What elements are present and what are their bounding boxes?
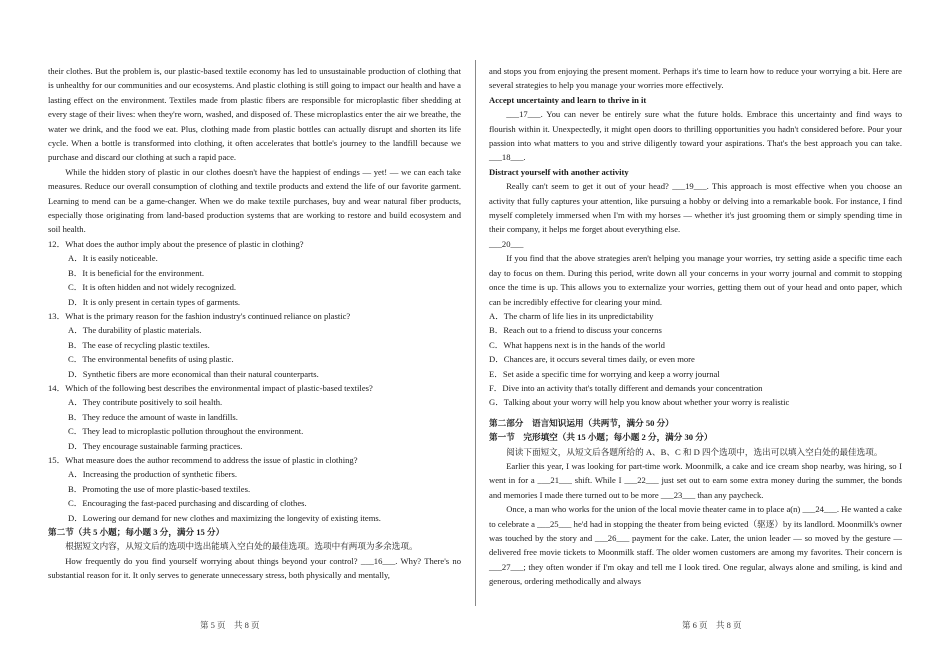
page-number-right: 第 6 页 共 8 页 bbox=[682, 620, 742, 630]
passage-paragraph: Earlier this year, I was looking for part-time work. Moonmilk, a cake and ice cream shop nearby, was hiring, so I went in for a ___21___ shift. While I ___22___ just set out to earn some extra money during the summer, the bonds and memories I made there turned out to be more ___23___ than any paycheck. bbox=[489, 460, 902, 500]
passage-paragraph: Really can't seem to get it out of your head? ___19___. This approach is most effective when you choose an activity that fully captures your attention, like pursuing a hobby or delving into a remarkable book. For instance, I find myself completely immersed when I'm with my horses — whether it's just grooming them or simply spending time in their company, it helps me forget about everything else. bbox=[489, 181, 902, 235]
question-12-option-c: C．It is often hidden and not widely recognized. bbox=[68, 282, 237, 293]
passage-paragraph: and stops you from enjoying the present moment. Perhaps it's time to learn how to reduce your worrying a bit. Here are several strategies to help you manage your worries more effectively. bbox=[489, 66, 902, 91]
question-13-option-b: B．The ease of recycling plastic textiles. bbox=[68, 339, 210, 350]
blank-20: ___20___ bbox=[489, 238, 524, 249]
right-column bbox=[489, 64, 902, 589]
question-13-stem: 13．What is the primary reason for the fashion industry's continued reliance on plastic? bbox=[48, 310, 351, 321]
question-12-option-b: B．It is beneficial for the environment. bbox=[68, 267, 205, 278]
section-1-title: 第一节 完形填空（共 15 小题；每小题 2 分，满分 30 分） bbox=[489, 432, 713, 443]
question-13-option-a: A．The durability of plastic materials. bbox=[68, 325, 202, 336]
question-13-option-d: D．Synthetic fibers are more economical than their natural counterparts. bbox=[68, 368, 319, 379]
question-14-option-c: C．They lead to microplastic pollution throughout the environment. bbox=[68, 426, 304, 437]
left-column bbox=[48, 64, 461, 583]
question-14-option-b: B．They reduce the amount of waste in landfills. bbox=[68, 411, 238, 422]
passage-heading: Accept uncertainty and learn to thrive in it bbox=[489, 94, 647, 105]
section-2-title: 第二节（共 5 小题；每小题 3 分，满分 15 分） bbox=[48, 527, 225, 537]
question-13-option-c: C．The environmental benefits of using plastic. bbox=[68, 354, 234, 365]
column-divider bbox=[475, 60, 476, 606]
option-a: A．The charm of life lies in its unpredictability bbox=[489, 310, 654, 321]
question-15-option-c: C．Encouraging the fast-paced purchasing and discarding of clothes. bbox=[68, 498, 307, 509]
part-2-title: 第二部分 语言知识运用（共两节，满分 50 分） bbox=[489, 417, 674, 428]
question-12-option-d: D．It is only present in certain types of garments. bbox=[68, 296, 241, 307]
question-15-option-b: B．Promoting the use of more plastic-based textiles. bbox=[68, 483, 251, 494]
page-number-left: 第 5 页 共 8 页 bbox=[200, 620, 260, 630]
section-2-instructions: 根据短文内容，从短文后的选项中选出能填入空白处的最佳选项。选项中有两项为多余选项。 bbox=[65, 541, 418, 552]
passage-paragraph: If you find that the above strategies aren't helping you manage your worries, try setting aside a specific time each day to focus on them. During this period, write down all your concerns in your worry journal and commit to stopping once the time is up. This allows you to externalize your worries, getting them out of your head and onto paper, which can be incredibly effective for clearing your mind. bbox=[489, 253, 902, 307]
question-14-option-a: A．They contribute positively to soil health. bbox=[68, 397, 223, 408]
option-d: D．Chances are, it occurs several times daily, or even more bbox=[489, 354, 695, 365]
passage-heading: Distract yourself with another activity bbox=[489, 166, 629, 177]
section-1-instructions: 阅读下面短文，从短文后各题所给的 A、B、C 和 D 四个选项中，选出可以填入空白处的最佳选项。 bbox=[506, 446, 883, 457]
option-g: G．Talking about your worry will help you know about whether your worry is realistic bbox=[489, 397, 790, 408]
question-15-stem: 15．What measure does the author recommend to address the issue of plastic in clothing? bbox=[48, 454, 358, 465]
passage-paragraph: Once, a man who works for the union of the local movie theater came in to place a(n) ___24___. He wanted a cake to celebrate a ___25___ he'd had in stopping the theater from being evicted（驱逐）by its landlord. Moonmilk's owner was touched by the story and ___26___ payment for the cake. Later, the union leader — so moved by the gesture — delivered free movie tickets to Moonmilk staff. The older women customers are among my favorites. Their concern is ___27___; they often wonder if I'm okay and tell me I look tired. One regular, always alone and smiling, is kind and generous, ordering methodically and always bbox=[489, 504, 902, 587]
question-15-option-d: D．Lowering our demand for new clothes and maximizing the longevity of existing items. bbox=[68, 512, 381, 523]
passage-paragraph: their clothes. But the problem is, our plastic-based textile economy has led to unsustainable production of clothing that is unhealthy for our communities and our ecosystems. And plastic clothing is still going to impact our health and have a lasting effect on the environment. Textiles made from plastic fibers are responsible for microplastic fiber shedding at every stage of their lives: when they're worn, washed, and disposed of. These microplastics enter the air we breathe, the water we drink, and the food we eat. Plus, clothing made from plastic bottles can actually disrupt and shorten its life cycle. When a bottle is transformed into clothing, it often accelerates that bottle's journey to the landfill because we purchase and discard our clothing at such a rapid pace. bbox=[48, 66, 461, 163]
option-f: F．Dive into an activity that's totally different and demands your concentration bbox=[489, 382, 763, 393]
question-15-option-a: A．Increasing the production of synthetic fibers. bbox=[68, 469, 237, 480]
option-c: C．What happens next is in the hands of the world bbox=[489, 339, 665, 350]
passage-paragraph: While the hidden story of plastic in our clothes doesn't have the happiest of endings — yet! — we can each take measures. Reduce our overall consumption of clothing and textile products and extend the life of our favorite garment. Learning to mend can be a game-changer. When we do make textile purchases, buy and wear natural fiber products, especially those originating from land-based production systems that are working to restore and build ecosystem and soil health. bbox=[48, 166, 461, 235]
passage-paragraph: ___17___. You can never be entirely sure what the future holds. Embrace this uncertainty and find ways to flourish within it. Unexpectedly, it might open doors to thrilling opportunities you hadn't considered before. Pour your passion into what matters to you and strive diligently toward your aspirations. That's the best approach you can take. ___18___. bbox=[489, 109, 902, 163]
passage-paragraph: How frequently do you find yourself worrying about things beyond your control? ___16___. Why? There's no substantial reason for it. It only serves to generate unnecessary stress, both physically and mentally, bbox=[48, 555, 461, 581]
option-e: E．Set aside a specific time for worrying and keep a worry journal bbox=[489, 368, 720, 379]
question-14-option-d: D．They encourage sustainable farming practices. bbox=[68, 440, 243, 451]
question-14-stem: 14．Which of the following best describes the environmental impact of plastic-based textiles? bbox=[48, 382, 373, 393]
question-12-stem: 12．What does the author imply about the presence of plastic in clothing? bbox=[48, 238, 304, 249]
question-12-option-a: A．It is easily noticeable. bbox=[68, 253, 158, 264]
option-b: B．Reach out to a friend to discuss your concerns bbox=[489, 325, 662, 336]
